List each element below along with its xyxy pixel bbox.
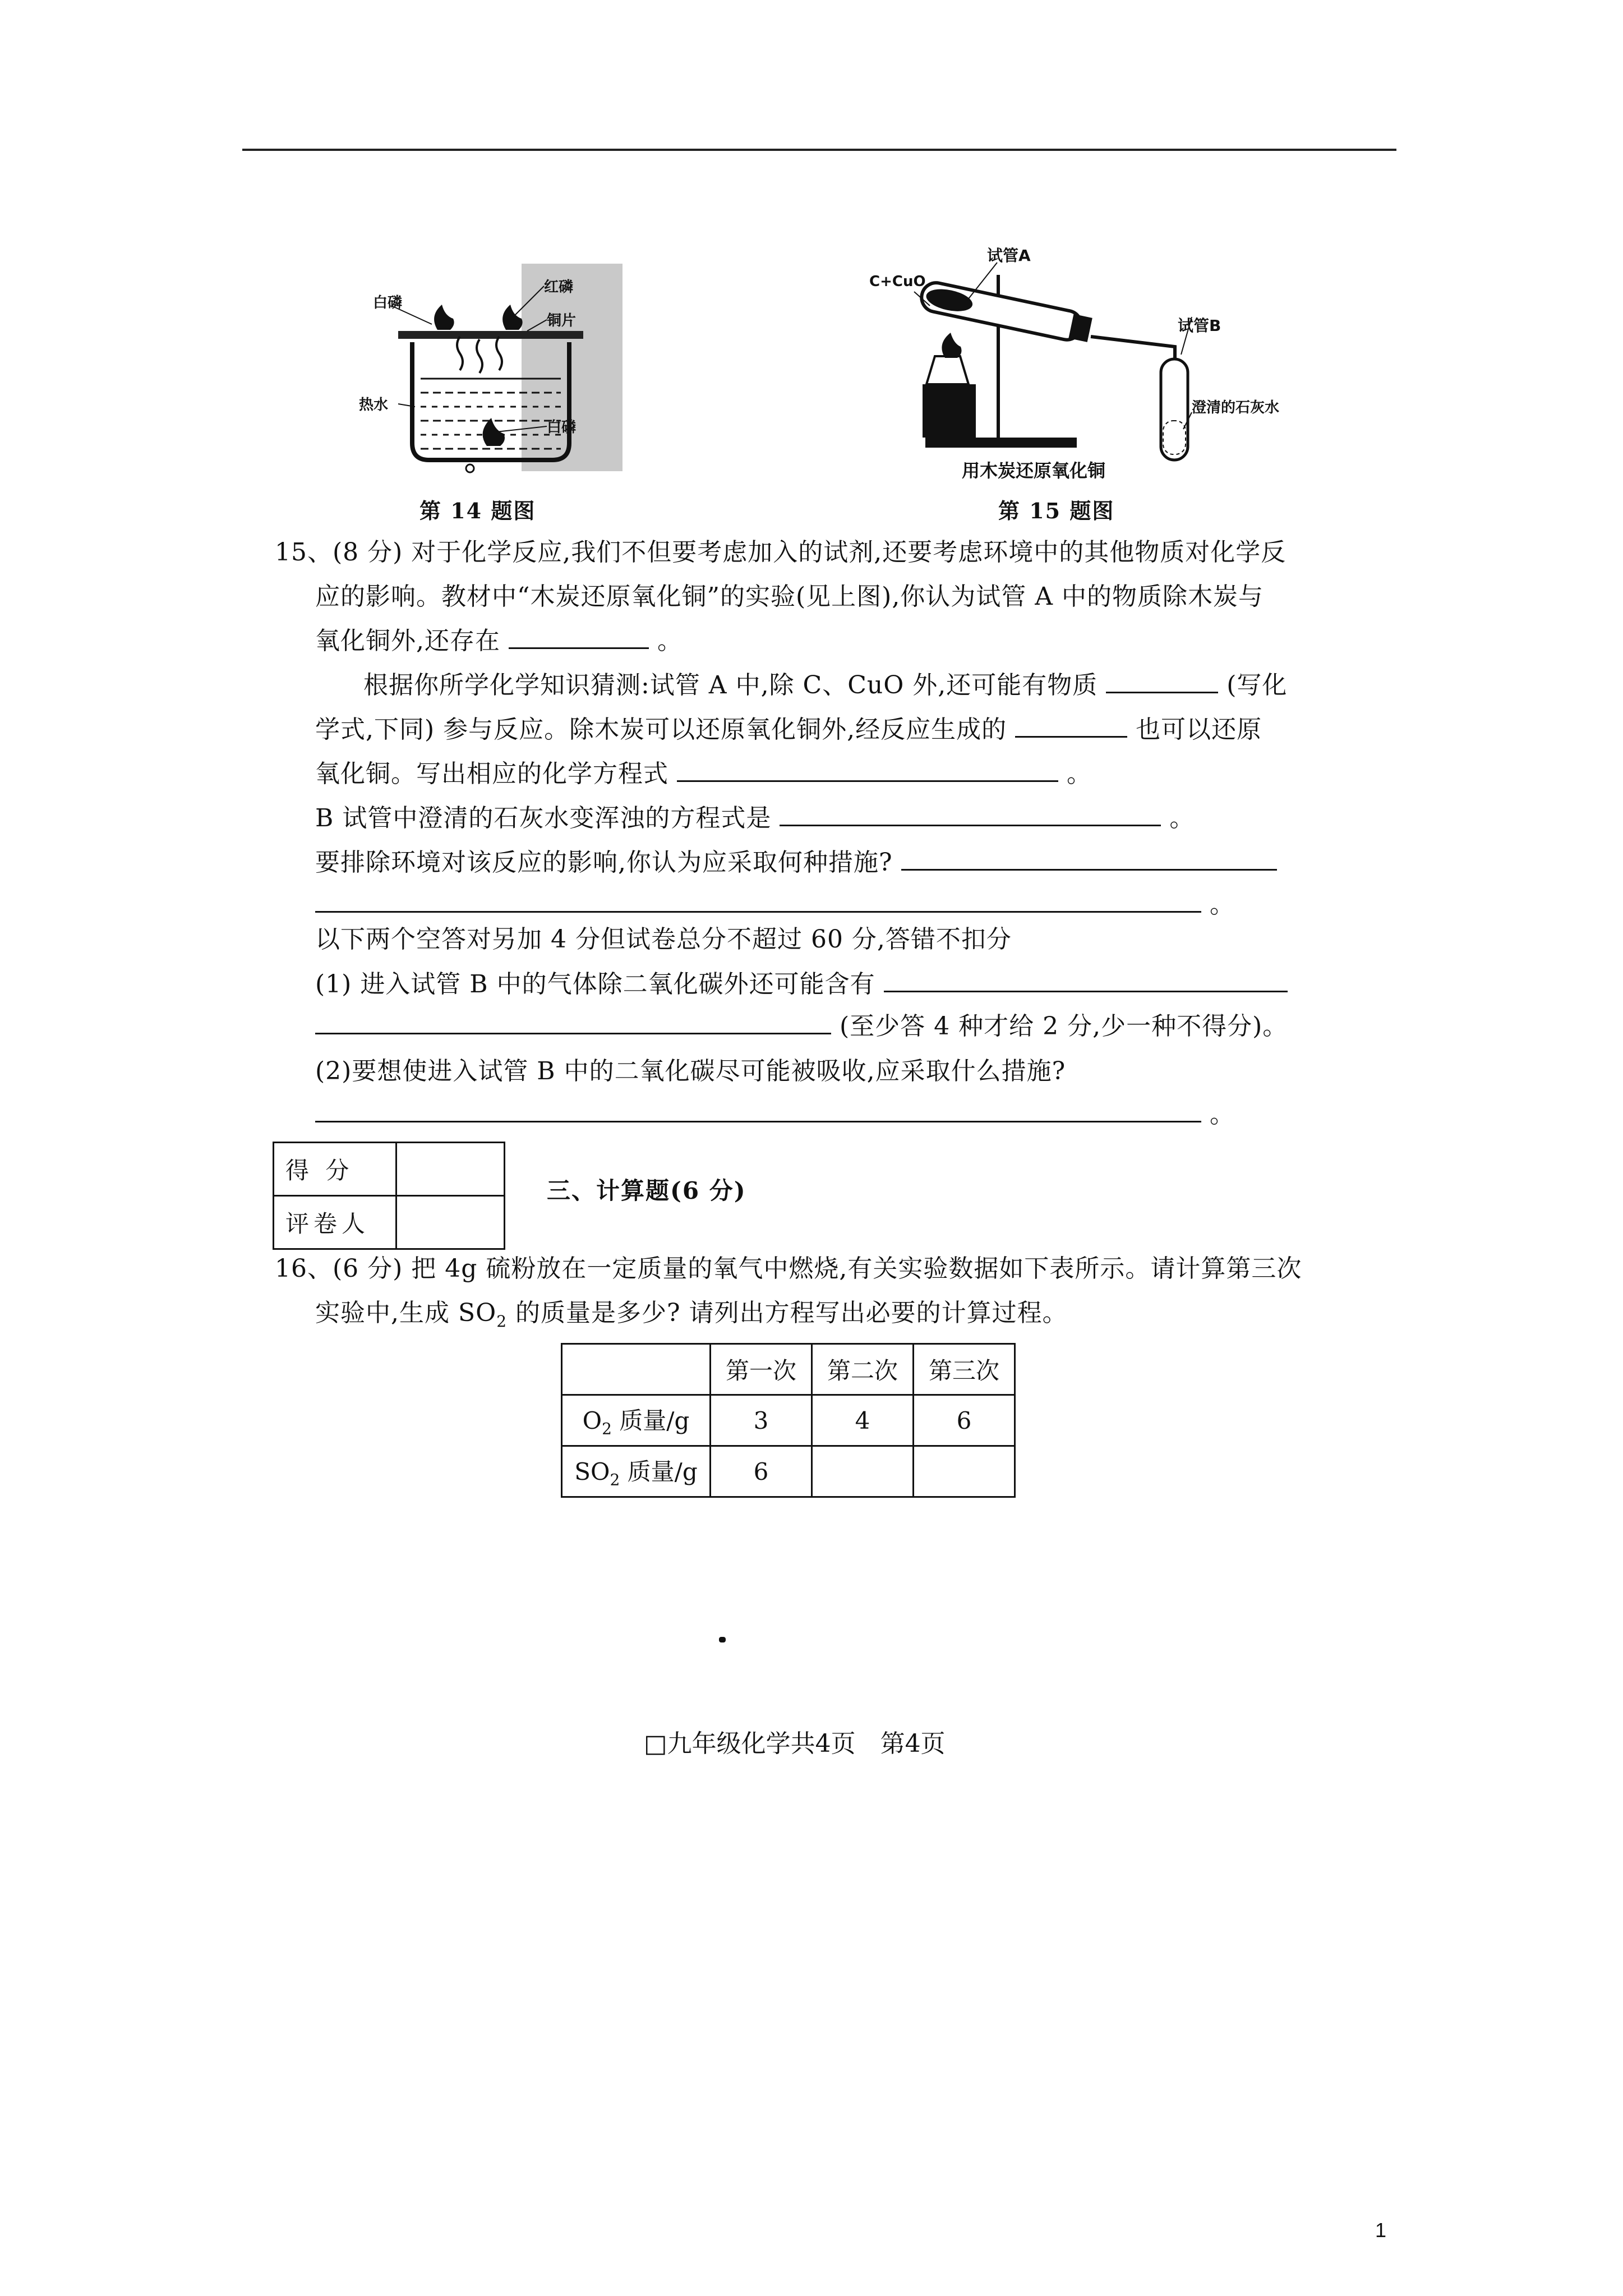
table-cell: 6 xyxy=(914,1395,1015,1446)
experiment-table xyxy=(561,1343,1016,1498)
q15-sub-2-end: 。 xyxy=(1210,1100,1235,1129)
table-row xyxy=(562,1446,1015,1497)
q15-line-5-text: 学式,下同) 参与反应。除木炭可以还原氧化铜外,经反应生成的 xyxy=(315,715,1007,744)
figure-15 xyxy=(864,236,1280,494)
table-cell: 3 xyxy=(711,1395,812,1446)
table-cell[interactable] xyxy=(812,1446,914,1497)
grader-cell[interactable] xyxy=(396,1196,505,1249)
q15-extra-note: 以下两个空答对另加 4 分但试卷总分不超过 60 分,答错不扣分 xyxy=(315,925,1012,954)
label-hot-water: 热水 xyxy=(359,397,389,413)
score-box xyxy=(273,1142,505,1250)
answer-blank[interactable] xyxy=(1015,714,1127,738)
grader-label: 评卷人 xyxy=(274,1196,396,1249)
q15-line-7-end: 。 xyxy=(1169,804,1195,832)
page-footer: □九年级化学共4页 第4页 xyxy=(644,1729,946,1758)
table-cell: 6 xyxy=(711,1446,812,1497)
q15-line-5-end: 也可以还原 xyxy=(1136,715,1262,744)
row-label-text: O xyxy=(582,1407,602,1435)
q15-line-8-text: 要排除环境对该反应的影响,你认为应采取何种措施? xyxy=(315,848,893,877)
label-red-phosphorus: 红磷 xyxy=(544,279,574,296)
q15-line-8 xyxy=(315,846,1277,880)
q15-line-3 xyxy=(315,624,683,658)
q15-line-7 xyxy=(315,802,1195,835)
q15-line-1: 15、(8 分) 对于化学反应,我们不但要考虑加入的试剂,还要考虑环境中的其他物质对化学反 xyxy=(275,538,1287,567)
q15-sub-1-cont xyxy=(315,1010,1288,1043)
q16-line-2-text: 实验中,生成 SO xyxy=(315,1299,497,1327)
table-header: 第三次 xyxy=(914,1344,1015,1395)
label-test-tube-b: 试管B xyxy=(1178,316,1221,335)
table-header: 第一次 xyxy=(711,1344,812,1395)
label-white-phosphorus-bottom: 白磷 xyxy=(547,419,577,436)
q15-line-6-text: 氧化铜。写出相应的化学方程式 xyxy=(315,760,668,788)
table-corner-cell xyxy=(562,1344,711,1395)
answer-blank[interactable] xyxy=(315,1098,1201,1122)
answer-blank[interactable] xyxy=(315,889,1201,913)
label-c-cuo: C+CuO xyxy=(869,273,926,290)
answer-blank[interactable] xyxy=(1106,669,1218,693)
label-white-phosphorus-top: 白磷 xyxy=(373,295,403,311)
q15-line-4-end: (写化 xyxy=(1227,671,1288,700)
q15-line-4-text: 根据你所学化学知识猜测:试管 A 中,除 C、CuO 外,还可能有物质 xyxy=(363,671,1098,700)
q16-line-1: 16、(6 分) 把 4g 硫粉放在一定质量的氧气中燃烧,有关实验数据如下表所示。请计算第三次 xyxy=(275,1254,1302,1283)
q15-sub-2: (2)要想使进入试管 B 中的二氧化碳尽可能被吸收,应采取什么措施? xyxy=(315,1057,1066,1085)
row-label-o2 xyxy=(562,1395,711,1446)
row-label-text: SO xyxy=(574,1458,610,1486)
page-number: 1 xyxy=(1375,2219,1387,2242)
q15-line-4 xyxy=(363,669,1287,702)
section-3-title: 三、计算题(6 分) xyxy=(547,1177,746,1204)
table-header: 第二次 xyxy=(812,1344,914,1395)
q15-sub-1-text: (1) 进入试管 B 中的气体除二氧化碳外还可能含有 xyxy=(315,970,875,999)
q15-line-3-text: 氧化铜外,还存在 xyxy=(315,627,500,655)
answer-blank[interactable] xyxy=(315,1010,831,1034)
row-label-so2 xyxy=(562,1446,711,1497)
figure-14 xyxy=(359,258,628,482)
q15-line-7-text: B 试管中澄清的石灰水变浑浊的方程式是 xyxy=(315,804,772,832)
answer-blank[interactable] xyxy=(677,758,1058,782)
score-cell[interactable] xyxy=(396,1143,505,1196)
answer-blank[interactable] xyxy=(901,846,1277,871)
scan-speck xyxy=(719,1637,726,1642)
table-cell: 4 xyxy=(812,1395,914,1446)
table-header-row xyxy=(562,1344,1015,1395)
q15-line-9 xyxy=(315,888,1235,922)
q15-line-6 xyxy=(315,757,1092,791)
row-label-unit: 质量/g xyxy=(620,1458,698,1486)
label-test-tube-a: 试管A xyxy=(987,246,1031,265)
answer-blank[interactable] xyxy=(780,802,1161,826)
q15-line-2: 应的影响。教材中“木炭还原氧化铜”的实验(见上图),你认为试管 A 中的物质除木炭与 xyxy=(315,582,1264,611)
table-row xyxy=(562,1395,1015,1446)
answer-blank[interactable] xyxy=(884,968,1288,992)
q15-line-9-end: 。 xyxy=(1210,890,1235,919)
subscript-2: 2 xyxy=(496,1312,508,1331)
figure-15-caption: 第 15 题图 xyxy=(998,498,1115,523)
label-limewater: 澄清的石灰水 xyxy=(1192,399,1280,416)
label-copper-plate: 铜片 xyxy=(547,312,577,329)
subscript-2: 2 xyxy=(602,1419,612,1438)
row-label-unit: 质量/g xyxy=(611,1407,690,1435)
answer-blank[interactable] xyxy=(509,625,649,649)
q15-sub-1 xyxy=(315,968,1288,1001)
q15-line-3-end: 。 xyxy=(657,627,683,655)
q16-line-2 xyxy=(315,1296,1068,1338)
figure-15-subtitle: 用木炭还原氧化铜 xyxy=(962,460,1106,481)
q15-sub-2-answer xyxy=(315,1098,1235,1131)
table-cell[interactable] xyxy=(914,1446,1015,1497)
figure-14-caption: 第 14 题图 xyxy=(419,498,536,523)
q15-line-5 xyxy=(315,713,1262,747)
subscript-2: 2 xyxy=(610,1470,620,1489)
q16-line-2-rest: 的质量是多少? 请列出方程写出必要的计算过程。 xyxy=(507,1299,1068,1327)
q15-sub-1-note: (至少答 4 种才给 2 分,少一种不得分)。 xyxy=(840,1012,1288,1041)
q15-line-6-end: 。 xyxy=(1067,760,1092,788)
score-label: 得 分 xyxy=(274,1143,396,1196)
top-rule xyxy=(242,149,1396,151)
